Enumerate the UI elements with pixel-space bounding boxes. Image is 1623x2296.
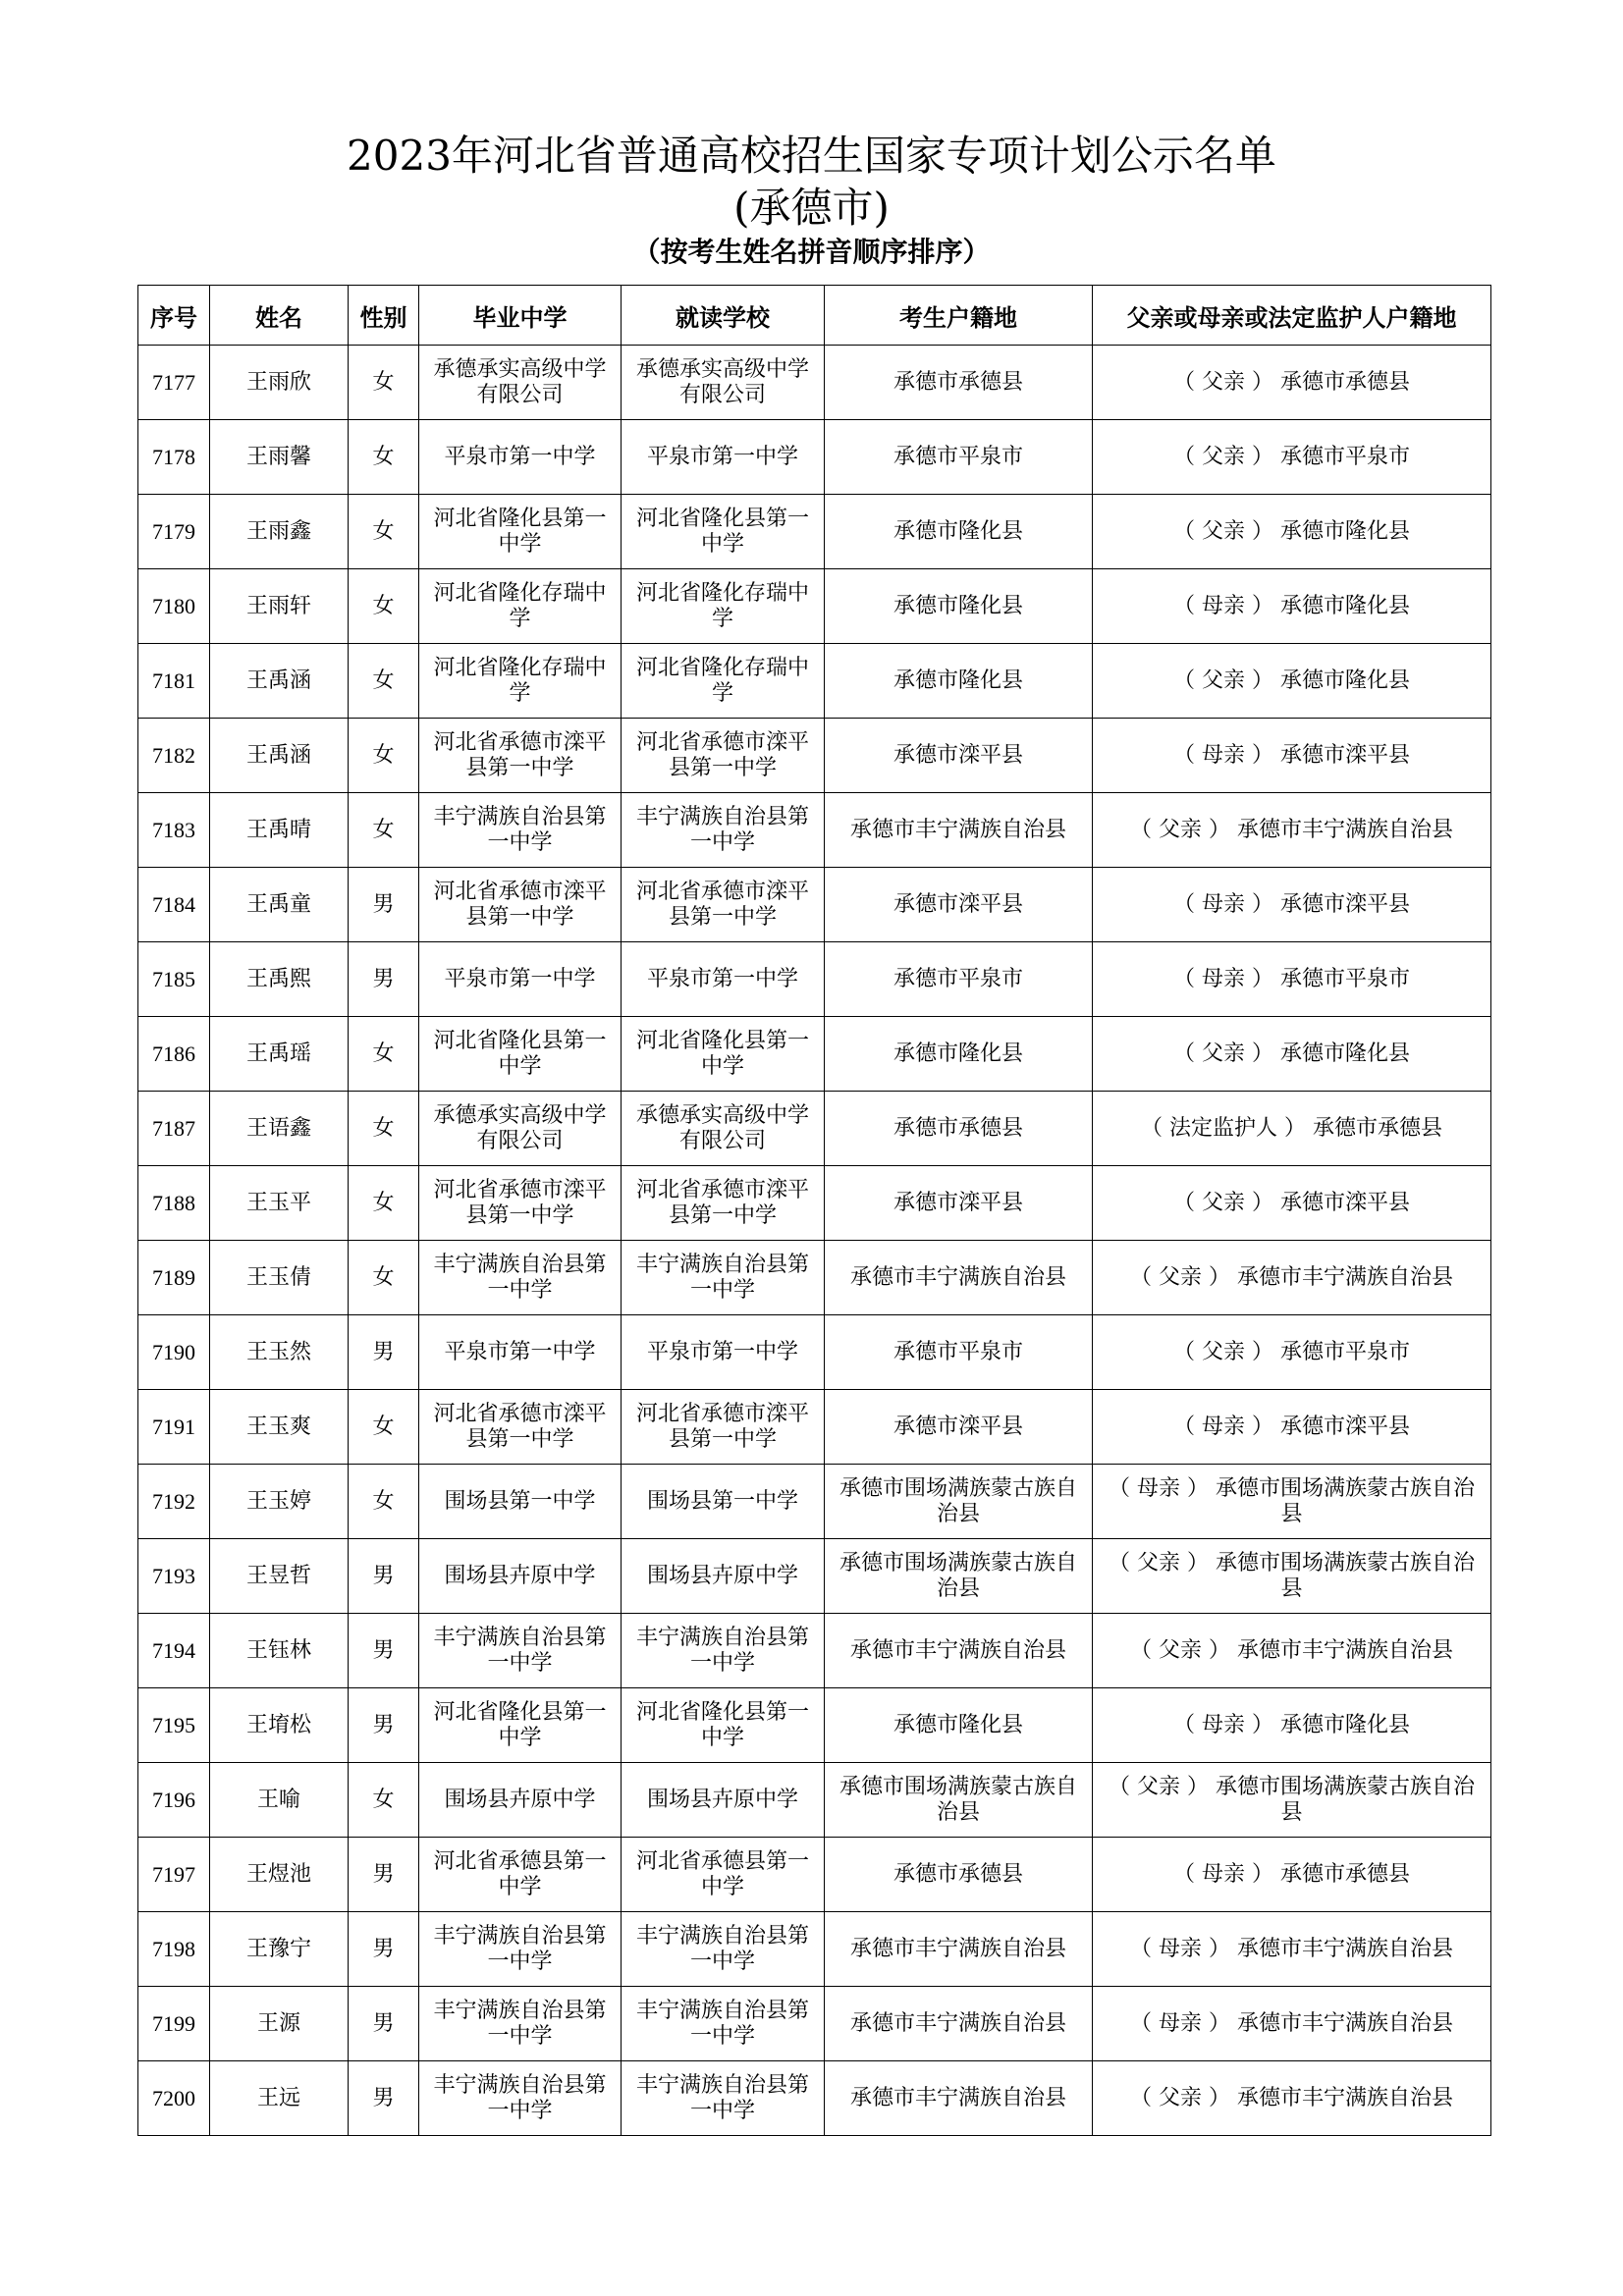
cell-no: 7192 (138, 1465, 210, 1539)
cell-gender: 男 (349, 868, 419, 942)
cell-current-school: 河北省承德市滦平县第一中学 (622, 1390, 825, 1465)
cell-hukou: 承德市平泉市 (825, 420, 1093, 495)
cell-gender: 男 (349, 1688, 419, 1763)
cell-gender: 女 (349, 569, 419, 644)
cell-guardian-hukou: （ 母亲 ） 承德市滦平县 (1093, 868, 1491, 942)
cell-hukou: 承德市滦平县 (825, 1390, 1093, 1465)
cell-guardian-hukou: （ 父亲 ） 承德市丰宁满族自治县 (1093, 1614, 1491, 1688)
table-row (138, 569, 1491, 644)
cell-gender: 男 (349, 1987, 419, 2061)
cell-hukou: 承德市丰宁满族自治县 (825, 2061, 1093, 2136)
cell-gender: 女 (349, 719, 419, 793)
cell-gender: 女 (349, 1241, 419, 1315)
cell-current-school: 河北省承德市滦平县第一中学 (622, 868, 825, 942)
cell-current-school: 围场县第一中学 (622, 1465, 825, 1539)
cell-gender: 男 (349, 1838, 419, 1912)
cell-gender: 女 (349, 793, 419, 868)
cell-hukou: 承德市丰宁满族自治县 (825, 1241, 1093, 1315)
cell-guardian-hukou: （ 父亲 ） 承德市滦平县 (1093, 1166, 1491, 1241)
cell-grad-school: 平泉市第一中学 (419, 1315, 622, 1390)
cell-gender: 女 (349, 644, 419, 719)
cell-no: 7180 (138, 569, 210, 644)
cell-grad-school: 丰宁满族自治县第一中学 (419, 1614, 622, 1688)
cell-name: 王禹涵 (210, 719, 349, 793)
cell-grad-school: 河北省承德市滦平县第一中学 (419, 1166, 622, 1241)
cell-current-school: 围场县卉原中学 (622, 1763, 825, 1838)
cell-no: 7178 (138, 420, 210, 495)
cell-current-school: 丰宁满族自治县第一中学 (622, 793, 825, 868)
cell-current-school: 丰宁满族自治县第一中学 (622, 1987, 825, 2061)
cell-no: 7199 (138, 1987, 210, 2061)
cell-no: 7191 (138, 1390, 210, 1465)
cell-guardian-hukou: （ 父亲 ） 承德市丰宁满族自治县 (1093, 2061, 1491, 2136)
cell-guardian-hukou: （ 父亲 ） 承德市隆化县 (1093, 1017, 1491, 1092)
cell-name: 王雨欣 (210, 346, 349, 420)
cell-current-school: 河北省隆化县第一中学 (622, 1688, 825, 1763)
cell-no: 7197 (138, 1838, 210, 1912)
cell-current-school: 承德承实高级中学有限公司 (622, 346, 825, 420)
cell-grad-school: 河北省隆化县第一中学 (419, 495, 622, 569)
roster-table (137, 285, 1491, 2136)
cell-current-school: 承德承实高级中学有限公司 (622, 1092, 825, 1166)
cell-name: 王煜池 (210, 1838, 349, 1912)
cell-no: 7193 (138, 1539, 210, 1614)
cell-gender: 男 (349, 942, 419, 1017)
cell-hukou: 承德市承德县 (825, 346, 1093, 420)
cell-grad-school: 河北省承德市滦平县第一中学 (419, 719, 622, 793)
cell-name: 王堉松 (210, 1688, 349, 1763)
table-row (138, 942, 1491, 1017)
cell-name: 王玉爽 (210, 1390, 349, 1465)
page-sort-note: （按考生姓名拼音顺序排序） (632, 236, 991, 268)
col-header-gender: 性别 (349, 286, 419, 346)
cell-no: 7184 (138, 868, 210, 942)
table-row (138, 1315, 1491, 1390)
cell-no: 7186 (138, 1017, 210, 1092)
cell-guardian-hukou: （ 父亲 ） 承德市隆化县 (1093, 644, 1491, 719)
cell-current-school: 河北省隆化存瑞中学 (622, 644, 825, 719)
cell-no: 7190 (138, 1315, 210, 1390)
table-row (138, 1092, 1491, 1166)
cell-name: 王玉婷 (210, 1465, 349, 1539)
table-row (138, 1241, 1491, 1315)
cell-current-school: 丰宁满族自治县第一中学 (622, 2061, 825, 2136)
cell-hukou: 承德市平泉市 (825, 942, 1093, 1017)
cell-grad-school: 河北省承德市滦平县第一中学 (419, 1390, 622, 1465)
cell-guardian-hukou: （ 母亲 ） 承德市承德县 (1093, 1838, 1491, 1912)
table-header-row (138, 286, 1491, 346)
table-row (138, 420, 1491, 495)
cell-grad-school: 河北省隆化存瑞中学 (419, 644, 622, 719)
cell-hukou: 承德市滦平县 (825, 868, 1093, 942)
cell-current-school: 丰宁满族自治县第一中学 (622, 1614, 825, 1688)
cell-no: 7181 (138, 644, 210, 719)
cell-hukou: 承德市丰宁满族自治县 (825, 1987, 1093, 2061)
cell-hukou: 承德市丰宁满族自治县 (825, 793, 1093, 868)
cell-current-school: 丰宁满族自治县第一中学 (622, 1912, 825, 1987)
cell-hukou: 承德市围场满族蒙古族自治县 (825, 1539, 1093, 1614)
cell-no: 7194 (138, 1614, 210, 1688)
cell-name: 王昱哲 (210, 1539, 349, 1614)
cell-name: 王禹涵 (210, 644, 349, 719)
table-row (138, 2061, 1491, 2136)
col-header-no: 序号 (138, 286, 210, 346)
cell-guardian-hukou: （ 母亲 ） 承德市滦平县 (1093, 719, 1491, 793)
cell-name: 王源 (210, 1987, 349, 2061)
cell-guardian-hukou: （ 父亲 ） 承德市围场满族蒙古族自治县 (1093, 1539, 1491, 1614)
table-row (138, 1465, 1491, 1539)
table-row (138, 793, 1491, 868)
cell-name: 王远 (210, 2061, 349, 2136)
cell-hukou: 承德市围场满族蒙古族自治县 (825, 1465, 1093, 1539)
page-title: 2023年河北省普通高校招生国家专项计划公示名单 (347, 132, 1276, 180)
cell-current-school: 平泉市第一中学 (622, 420, 825, 495)
cell-guardian-hukou: （ 母亲 ） 承德市隆化县 (1093, 1688, 1491, 1763)
cell-hukou: 承德市隆化县 (825, 569, 1093, 644)
cell-name: 王喻 (210, 1763, 349, 1838)
cell-gender: 男 (349, 1315, 419, 1390)
cell-no: 7200 (138, 2061, 210, 2136)
cell-no: 7195 (138, 1688, 210, 1763)
cell-guardian-hukou: （ 父亲 ） 承德市丰宁满族自治县 (1093, 1241, 1491, 1315)
cell-guardian-hukou: （ 母亲 ） 承德市隆化县 (1093, 569, 1491, 644)
cell-hukou: 承德市丰宁满族自治县 (825, 1912, 1093, 1987)
cell-hukou: 承德市滦平县 (825, 719, 1093, 793)
cell-gender: 女 (349, 420, 419, 495)
cell-name: 王玉平 (210, 1166, 349, 1241)
cell-current-school: 河北省承德市滦平县第一中学 (622, 1166, 825, 1241)
cell-gender: 女 (349, 1166, 419, 1241)
table-row (138, 1166, 1491, 1241)
cell-name: 王雨鑫 (210, 495, 349, 569)
table-row (138, 1763, 1491, 1838)
cell-grad-school: 平泉市第一中学 (419, 942, 622, 1017)
cell-gender: 女 (349, 1092, 419, 1166)
cell-current-school: 河北省承德县第一中学 (622, 1838, 825, 1912)
cell-guardian-hukou: （ 父亲 ） 承德市丰宁满族自治县 (1093, 793, 1491, 868)
cell-hukou: 承德市丰宁满族自治县 (825, 1614, 1093, 1688)
cell-gender: 女 (349, 346, 419, 420)
col-header-guardian-hukou: 父亲或母亲或法定监护人户籍地 (1093, 286, 1491, 346)
table-row (138, 1017, 1491, 1092)
cell-no: 7179 (138, 495, 210, 569)
cell-grad-school: 承德承实高级中学有限公司 (419, 1092, 622, 1166)
table-row (138, 1614, 1491, 1688)
cell-gender: 男 (349, 1614, 419, 1688)
cell-hukou: 承德市承德县 (825, 1838, 1093, 1912)
table-row (138, 495, 1491, 569)
table-row (138, 719, 1491, 793)
cell-gender: 男 (349, 1539, 419, 1614)
cell-grad-school: 丰宁满族自治县第一中学 (419, 793, 622, 868)
cell-gender: 男 (349, 2061, 419, 2136)
cell-name: 王禹熙 (210, 942, 349, 1017)
cell-hukou: 承德市隆化县 (825, 495, 1093, 569)
col-header-name: 姓名 (210, 286, 349, 346)
cell-hukou: 承德市隆化县 (825, 644, 1093, 719)
cell-gender: 女 (349, 495, 419, 569)
cell-gender: 女 (349, 1465, 419, 1539)
cell-current-school: 围场县卉原中学 (622, 1539, 825, 1614)
cell-name: 王雨馨 (210, 420, 349, 495)
table-row (138, 1912, 1491, 1987)
col-header-current-school: 就读学校 (622, 286, 825, 346)
cell-grad-school: 河北省承德市滦平县第一中学 (419, 868, 622, 942)
cell-guardian-hukou: （ 父亲 ） 承德市隆化县 (1093, 495, 1491, 569)
cell-hukou: 承德市平泉市 (825, 1315, 1093, 1390)
cell-guardian-hukou: （ 母亲 ） 承德市丰宁满族自治县 (1093, 1987, 1491, 2061)
cell-hukou: 承德市围场满族蒙古族自治县 (825, 1763, 1093, 1838)
cell-no: 7188 (138, 1166, 210, 1241)
cell-grad-school: 围场县卉原中学 (419, 1539, 622, 1614)
cell-grad-school: 承德承实高级中学有限公司 (419, 346, 622, 420)
cell-current-school: 河北省隆化县第一中学 (622, 495, 825, 569)
cell-grad-school: 河北省隆化县第一中学 (419, 1688, 622, 1763)
cell-name: 王雨轩 (210, 569, 349, 644)
cell-name: 王语鑫 (210, 1092, 349, 1166)
table-row (138, 1987, 1491, 2061)
cell-guardian-hukou: （ 母亲 ） 承德市滦平县 (1093, 1390, 1491, 1465)
cell-hukou: 承德市隆化县 (825, 1017, 1093, 1092)
cell-guardian-hukou: （ 母亲 ） 承德市围场满族蒙古族自治县 (1093, 1465, 1491, 1539)
cell-guardian-hukou: （ 父亲 ） 承德市围场满族蒙古族自治县 (1093, 1763, 1491, 1838)
cell-name: 王禹晴 (210, 793, 349, 868)
cell-grad-school: 河北省隆化存瑞中学 (419, 569, 622, 644)
cell-no: 7196 (138, 1763, 210, 1838)
cell-current-school: 平泉市第一中学 (622, 1315, 825, 1390)
cell-grad-school: 围场县卉原中学 (419, 1763, 622, 1838)
col-header-hukou: 考生户籍地 (825, 286, 1093, 346)
cell-guardian-hukou: （ 法定监护人 ） 承德市承德县 (1093, 1092, 1491, 1166)
table-row (138, 346, 1491, 420)
cell-grad-school: 河北省隆化县第一中学 (419, 1017, 622, 1092)
cell-name: 王禹童 (210, 868, 349, 942)
cell-grad-school: 围场县第一中学 (419, 1465, 622, 1539)
cell-grad-school: 河北省承德县第一中学 (419, 1838, 622, 1912)
cell-gender: 男 (349, 1912, 419, 1987)
cell-name: 王禹瑶 (210, 1017, 349, 1092)
cell-grad-school: 丰宁满族自治县第一中学 (419, 2061, 622, 2136)
cell-no: 7177 (138, 346, 210, 420)
table-body (138, 346, 1491, 2136)
cell-guardian-hukou: （ 父亲 ） 承德市平泉市 (1093, 1315, 1491, 1390)
cell-grad-school: 平泉市第一中学 (419, 420, 622, 495)
table-row (138, 1390, 1491, 1465)
cell-name: 王钰林 (210, 1614, 349, 1688)
cell-no: 7182 (138, 719, 210, 793)
cell-current-school: 河北省承德市滦平县第一中学 (622, 719, 825, 793)
page-subtitle-city: (承德市) (733, 184, 890, 232)
cell-hukou: 承德市滦平县 (825, 1166, 1093, 1241)
cell-no: 7185 (138, 942, 210, 1017)
cell-hukou: 承德市承德县 (825, 1092, 1093, 1166)
cell-no: 7198 (138, 1912, 210, 1987)
cell-guardian-hukou: （ 母亲 ） 承德市平泉市 (1093, 942, 1491, 1017)
cell-gender: 女 (349, 1017, 419, 1092)
cell-no: 7187 (138, 1092, 210, 1166)
cell-current-school: 河北省隆化存瑞中学 (622, 569, 825, 644)
col-header-grad-school: 毕业中学 (419, 286, 622, 346)
cell-name: 王豫宁 (210, 1912, 349, 1987)
table-row (138, 644, 1491, 719)
cell-current-school: 平泉市第一中学 (622, 942, 825, 1017)
cell-hukou: 承德市隆化县 (825, 1688, 1093, 1763)
cell-guardian-hukou: （ 父亲 ） 承德市承德县 (1093, 346, 1491, 420)
cell-no: 7183 (138, 793, 210, 868)
cell-current-school: 丰宁满族自治县第一中学 (622, 1241, 825, 1315)
table-row (138, 868, 1491, 942)
table-row (138, 1838, 1491, 1912)
cell-grad-school: 丰宁满族自治县第一中学 (419, 1987, 622, 2061)
cell-guardian-hukou: （ 母亲 ） 承德市丰宁满族自治县 (1093, 1912, 1491, 1987)
cell-guardian-hukou: （ 父亲 ） 承德市平泉市 (1093, 420, 1491, 495)
table-row (138, 1688, 1491, 1763)
table-row (138, 1539, 1491, 1614)
cell-current-school: 河北省隆化县第一中学 (622, 1017, 825, 1092)
cell-grad-school: 丰宁满族自治县第一中学 (419, 1241, 622, 1315)
cell-name: 王玉然 (210, 1315, 349, 1390)
cell-name: 王玉倩 (210, 1241, 349, 1315)
cell-no: 7189 (138, 1241, 210, 1315)
cell-gender: 女 (349, 1390, 419, 1465)
cell-grad-school: 丰宁满族自治县第一中学 (419, 1912, 622, 1987)
cell-gender: 女 (349, 1763, 419, 1838)
